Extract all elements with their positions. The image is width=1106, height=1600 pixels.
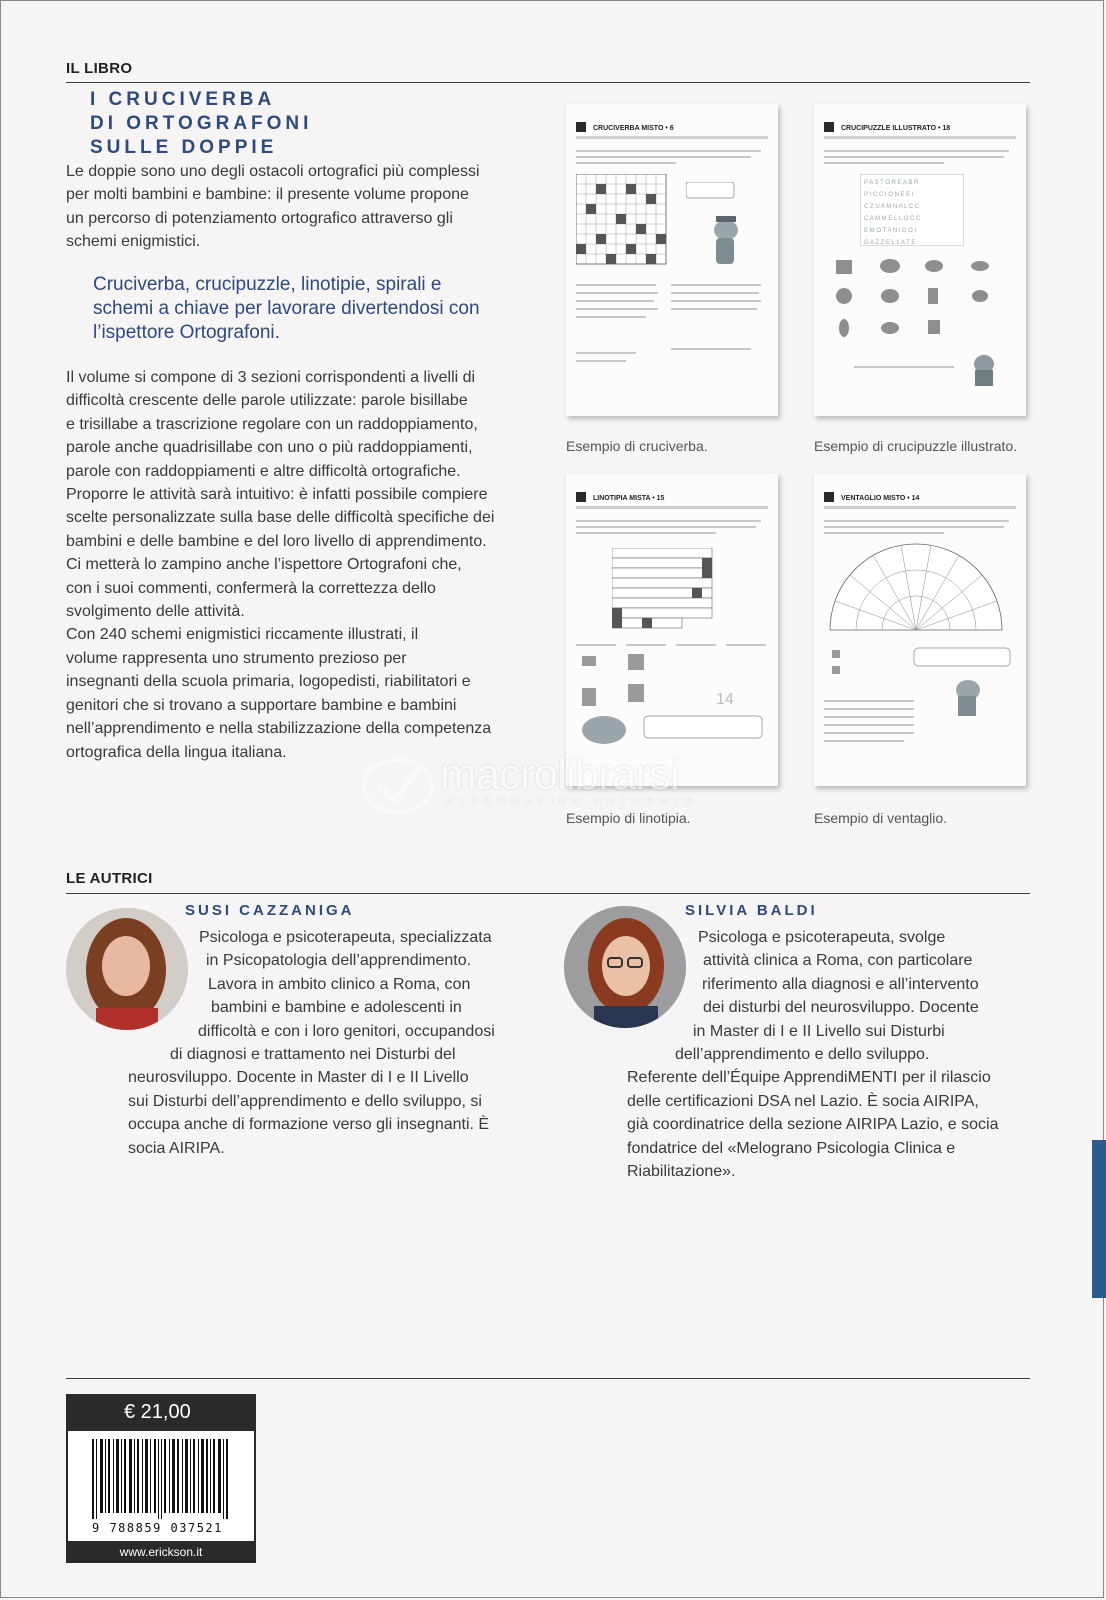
text-line: parole anche quadrisillabe con uno o più raddoppiamenti,: [66, 439, 473, 457]
svg-text:G A Z Z E L L A T E: G A Z Z E L L A T E: [864, 240, 916, 246]
text-line: Con 240 schemi enigmistici riccamente illustrati, il: [66, 626, 419, 644]
crossword-grid-icon: [576, 174, 668, 266]
small-illustrations-icon: [576, 650, 766, 712]
svg-text:E M O T A N I D O I: E M O T A N I D O I: [864, 228, 917, 234]
text-line: ortografica della lingua italiana.: [66, 743, 287, 761]
text-line: un percorso di potenziamento ortografico attraverso gli: [66, 209, 453, 227]
watermark-tagline: ALTERNATIVA NATURALE: [446, 796, 700, 808]
text-line: Riabilitazione».: [627, 1163, 736, 1181]
author-name: SUSI CAZZANIGA: [185, 902, 355, 919]
text-line: bambini e bambine e adolescenti in: [211, 999, 462, 1017]
page-marker-icon: [576, 492, 586, 502]
svg-text:14: 14: [716, 691, 734, 708]
author-bio: [128, 926, 495, 1160]
section-title-autrici: LE AUTRICI: [66, 870, 153, 887]
text-line: schemi a chiave per lavorare divertendosi con: [93, 298, 480, 319]
barcode-icon: [92, 1439, 232, 1519]
linotype-grid-icon: [612, 548, 714, 630]
text-line: e trisillabe a trascrizione regolare con un raddoppiamento,: [66, 415, 478, 433]
example-page-title: CRUCIPUZZLE ILLUSTRATO • 18: [841, 125, 951, 132]
book-title-line: I CRUCIVERBA: [90, 89, 276, 110]
text-line: genitori che si trovano a supportare bambine e bambini: [66, 696, 457, 714]
text-line: delle certificazioni DSA nel Lazio. È socia AIRIPA,: [627, 1092, 979, 1110]
example-thumbnail-ventaglio: [814, 474, 1026, 786]
text-line: schemi enigmistici.: [66, 233, 201, 251]
price-label: € 21,00: [66, 1394, 256, 1431]
text-line: parole con raddoppiamenti e altre difficoltà ortografiche.: [66, 462, 461, 480]
inspector-character-icon: [576, 710, 766, 754]
text-line: insegnanti della scuola primaria, logopedisti, riabilitatori e: [66, 673, 471, 691]
author-name: SILVIA BALDI: [685, 902, 818, 919]
svg-text:C Z U A M N A L C C: C Z U A M N A L C C: [864, 204, 920, 210]
book-title: [90, 88, 312, 160]
text-line: Referente dell’Équipe ApprendiMENTI per il rilascio: [627, 1069, 991, 1087]
text-line: scelte personalizzate sulla base delle difficoltà specifiche dei: [66, 509, 495, 527]
text-line: neurosviluppo. Docente in Master di I e II Livello: [128, 1069, 469, 1087]
text-line: riferimento alla diagnosi e all’intervento: [702, 975, 979, 993]
text-line: già coordinatrice della sezione AIRIPA Lazio, e socia: [627, 1116, 999, 1134]
text-line: di diagnosi e trattamento nei Disturbi del: [170, 1046, 456, 1064]
page-marker-icon: [824, 122, 834, 132]
section-rule: [66, 893, 1030, 894]
text-line: con i suoi commenti, confermerà la correttezza dello: [66, 579, 436, 597]
text-line: Lavora in ambito clinico a Roma, con: [208, 975, 471, 993]
text-line: difficoltà crescente delle parole utilizzate: parole bisillabe: [66, 392, 468, 410]
text-line: Cruciverba, crucipuzzle, linotipie, spirali e: [93, 274, 442, 295]
example-page-title: VENTAGLIO MISTO • 14: [841, 495, 920, 502]
text-line: volume rappresenta uno strumento prezioso per: [66, 649, 407, 667]
svg-text:P I C C I O N E E I: P I C C I O N E E I: [864, 192, 914, 198]
text-line: Il volume si compone di 3 sezioni corrispondenti a livelli di: [66, 369, 476, 386]
example-page-title: CRUCIVERBA MISTO • 6: [593, 125, 674, 132]
title-bar: [824, 506, 1016, 509]
text-line: dell’apprendimento e dello sviluppo.: [675, 1046, 930, 1064]
text-line: fondatrice del «Melograno Psicologia Clinica e: [627, 1139, 956, 1157]
svg-text:P A S T O R E A B R: P A S T O R E A B R: [864, 180, 919, 186]
author-bio: [627, 926, 998, 1183]
page-marker-icon: [576, 122, 586, 132]
page-marker-icon: [824, 492, 834, 502]
watermark-name: macrolibrarsi: [440, 750, 679, 799]
section-title-libro: IL LIBRO: [66, 60, 133, 77]
inspector-character-icon: [828, 638, 1014, 718]
isbn-number: 9 788859 037521: [92, 1521, 223, 1535]
text-line: Psicologa e psicoterapeuta, specializzata: [199, 929, 492, 946]
example-caption: Esempio di cruciverba.: [566, 438, 708, 454]
text-line: svolgimento delle attività.: [66, 603, 245, 621]
watermark: [360, 752, 750, 818]
publisher-website: www.erickson.it: [66, 1541, 256, 1563]
text-line: socia AIRIPA.: [128, 1139, 225, 1157]
text-line: in Master di I e II Livello sui Disturbi: [693, 1022, 945, 1040]
watermark-logo-icon: [360, 756, 436, 816]
title-bar: [576, 506, 768, 509]
text-line: Ci metterà lo zampino anche l’ispettore Ortografoni che,: [66, 556, 462, 574]
example-thumbnail-cruciverba: [566, 104, 778, 416]
text-line: nell’apprendimento e nella stabilizzazione della competenza: [66, 720, 492, 738]
inspector-character-icon: [686, 182, 766, 272]
text-line: in Psicopatologia dell’apprendimento.: [206, 952, 472, 970]
text-line: difficoltà e con i loro genitori, occupandosi: [198, 1022, 495, 1040]
inspector-character-icon: [964, 348, 1004, 388]
title-bar: [824, 136, 1016, 139]
barcode: [66, 1431, 256, 1541]
letter-grid-icon: [860, 174, 964, 246]
example-caption: Esempio di linotipia.: [566, 810, 691, 826]
text-line: dei disturbi del neurosviluppo. Docente: [703, 999, 979, 1017]
text-line: sui Disturbi dell’apprendimento e dello sviluppo, si: [128, 1092, 482, 1110]
book-title-line: DI ORTOGRAFONI: [90, 113, 313, 134]
svg-text:C A M M E L L O C C: C A M M E L L O C C: [864, 216, 921, 222]
text-line: Proporre le attività sarà intuitivo: è infatti possibile compiere: [66, 486, 488, 504]
text-line: attività clinica a Roma, con particolare: [703, 952, 973, 970]
text-line: bambini e delle bambine e del loro livello di apprendimento.: [66, 532, 487, 550]
text-line: l’ispettore Ortografoni.: [93, 322, 280, 343]
text-line: Le doppie sono uno degli ostacoli ortografici più complessi: [66, 163, 480, 180]
intro-paragraph: [66, 160, 480, 254]
highlight-paragraph: [93, 273, 480, 345]
text-line: Psicologa e psicoterapeuta, svolge: [698, 929, 946, 946]
text-line: per molti bambini e bambine: il presente volume propone: [66, 186, 469, 204]
example-caption: Esempio di ventaglio.: [814, 810, 948, 826]
edge-color-tab: [1092, 1140, 1106, 1298]
example-page-title: LINOTIPIA MISTA • 15: [593, 495, 665, 502]
animal-illustrations-icon: [830, 254, 1010, 344]
book-title-line: SULLE DOPPIE: [90, 137, 278, 158]
example-caption: Esempio di crucipuzzle illustrato.: [814, 438, 1018, 454]
bottom-rule: [66, 1378, 1030, 1379]
body-paragraph: [66, 366, 494, 764]
title-bar: [576, 136, 768, 139]
section-rule: [66, 82, 1030, 83]
fan-diagram-icon: [826, 540, 1006, 632]
example-thumbnail-linotipia: [566, 474, 778, 786]
text-line: occupa anche di formazione verso gli insegnanti. È: [128, 1116, 490, 1134]
example-thumbnail-crucipuzzle: [814, 104, 1026, 416]
